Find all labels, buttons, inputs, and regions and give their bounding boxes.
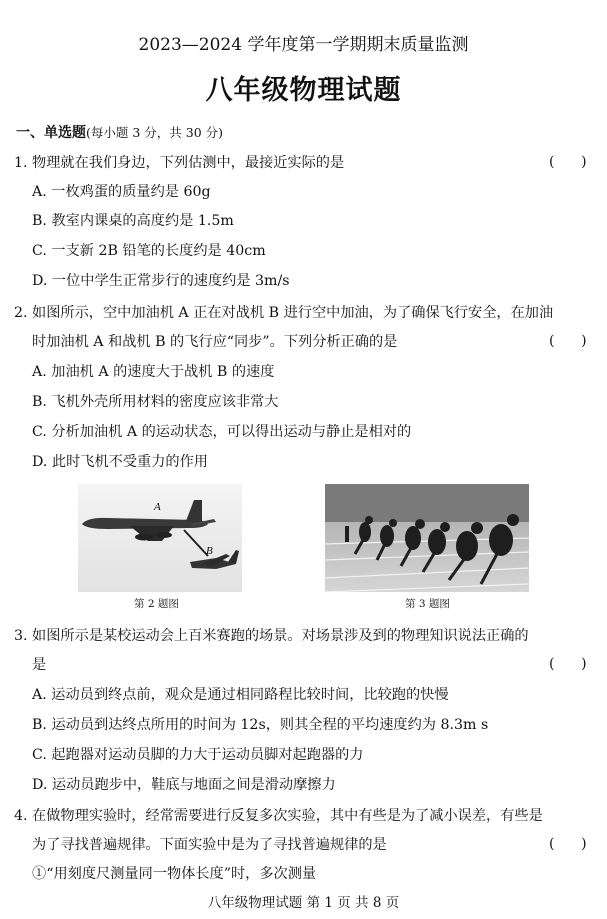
section-heading [16,124,223,142]
exam-title: 八年级物理试题 [205,75,402,106]
q3-option-b: B. 运动员到达终点所用的时间为 12s，则其全程的平均速度约为 8.3m s [32,717,489,733]
q3-option-a: A. 运动员到终点前，观众是通过相同路程比较时间，比较跑的快慢 [32,687,449,703]
section-label: 一、单选题 [16,125,86,141]
sprint-illustration [325,484,529,592]
aircraft-illustration [78,484,242,592]
q2-stem-line-2: 时加油机 A 和战机 B 的飞行应“同步”。下列分析正确的是 [32,334,398,350]
q3-stem-line-2: 是 [32,657,47,673]
exam-subtitle: 2023—2024 学年度第一学期期末质量监测 [138,35,469,55]
tanker-engine [156,532,172,538]
q2-stem-line-1: 2. 如图所示，空中加油机 A 正在对战机 B 进行空中加油，为了确保飞行安全，在加油 [14,305,554,321]
q2-option-a: A. 加油机 A 的速度大于战机 B 的速度 [32,364,275,380]
refuel-boom [184,530,208,556]
q1-stem-line-1: 1. 物理就在我们身边，下列估测中，最接近实际的是 [14,155,345,171]
q4-option-1: ①“用刻度尺测量同一物体长度”时，多次测量 [32,866,317,882]
q3-option-c: C. 起跑器对运动员脚的力大于运动员脚对起跑器的力 [32,747,364,763]
q2-option-b: B. 飞机外壳所用材料的密度应该非常大 [32,394,279,410]
figure-q2-caption: 第 2 题图 [134,598,179,610]
figure-q2-refuelling [78,484,242,592]
q3-stem-line-1: 3. 如图所示是某校运动会上百米赛跑的场景。对场景涉及到的物理知识说法正确的 [14,628,529,644]
label-b: B [206,545,213,557]
tanker-engine [135,534,153,541]
q2-option-c: C. 分析加油机 A 的运动状态，可以得出运动与静止是相对的 [32,424,412,440]
q3-option-d: D. 运动员跑步中，鞋底与地面之间是滑动摩擦力 [32,777,336,793]
q4-stem-line-1: 4. 在做物理实验时，经常需要进行反复多次实验，其中有些是为了减小误差，有些是 [14,808,543,824]
q3-answer-paren[interactable]: ( ) [549,656,587,672]
q4-answer-paren[interactable]: ( ) [549,836,587,852]
q2-answer-paren[interactable]: ( ) [549,333,587,349]
figure-q3-caption: 第 3 题图 [405,598,450,610]
figure-q3-sprint [325,484,529,592]
page-footer: 八年级物理试题 第 1 页 共 8 页 [207,895,400,911]
stands [325,484,529,522]
label-a: A [154,501,161,513]
q1-option-d: D. 一位中学生正常步行的速度约是 3m/s [32,273,290,289]
q4-stem-line-2: 为了寻找普遍规律。下面实验中是为了寻找普遍规律的是 [32,837,387,853]
fighter-tail [228,550,239,564]
q1-option-a: A. 一枚鸡蛋的质量约是 60g [32,184,211,200]
q1-answer-paren[interactable]: ( ) [549,154,587,170]
q1-option-b: B. 教室内课桌的高度约是 1.5m [32,213,234,229]
q1-option-c: C. 一支新 2B 铅笔的长度约是 40cm [32,243,266,259]
section-note: (每小题 3 分，共 30 分) [86,125,224,140]
tanker-tail [186,500,202,522]
q2-option-d: D. 此时飞机不受重力的作用 [32,454,208,470]
